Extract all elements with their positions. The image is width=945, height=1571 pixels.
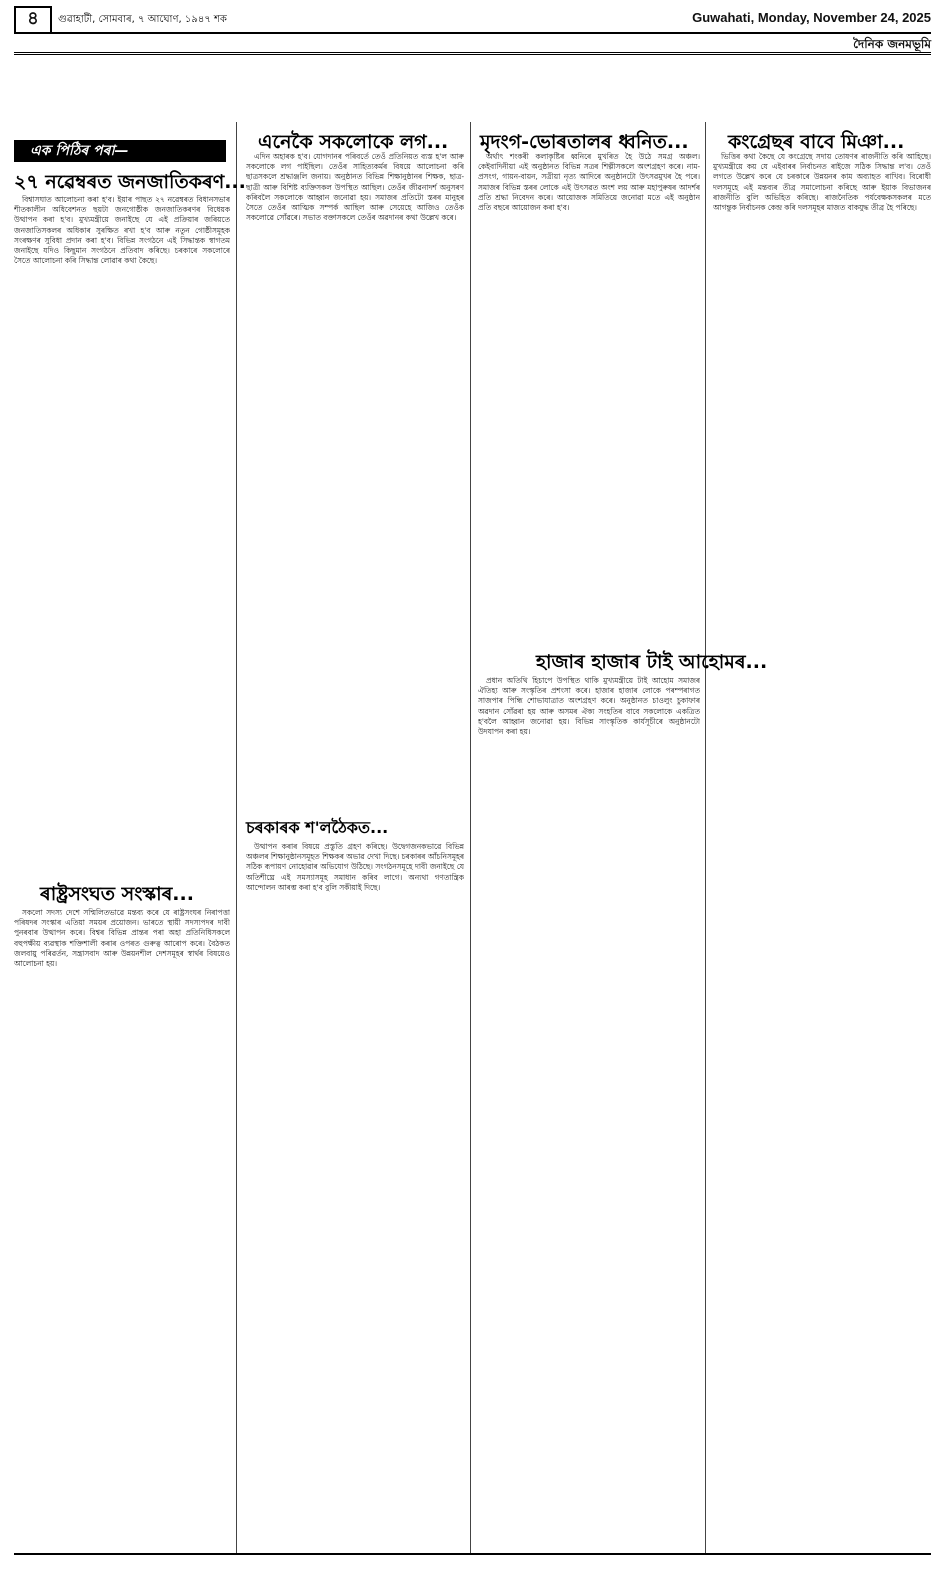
headline-sorkarok: চৰকাৰক শ'লঠৈকত... bbox=[246, 818, 389, 837]
column-divider bbox=[470, 122, 471, 1554]
header-rule bbox=[14, 52, 931, 55]
newspaper-name: দৈনিক জনমভূমি bbox=[853, 37, 931, 51]
article-enekoi-sokoloke bbox=[246, 152, 464, 806]
headline-tai-ahom: হাজাৰ হাজাৰ টাই আহোমৰ... bbox=[536, 651, 768, 673]
dateline-english: Guwahati, Monday, November 24, 2025 bbox=[692, 10, 931, 25]
article-rastrasangha bbox=[14, 908, 230, 1546]
section-banner: এক পিঠিৰ পৰা— bbox=[14, 140, 226, 162]
headline-janajatikaran: ২৭ নৱেম্বৰত জনজাতিকৰণ... bbox=[14, 171, 246, 193]
article-text: উত্থাপন কৰাৰ বিষয়ে প্ৰস্তুতি গ্ৰহণ কৰিছে। উদ্বেগজনকভাৱে বিভিন্ন অঞ্চলৰ শিক্ষানুষ্ঠানসমূহত শিক্ষকৰ অভাৱ দেখা দিছে। চৰকাৰৰ আঁচনিসমূহৰ সঠিক ৰূপায়ণ নোহোৱাৰ অভিযোগ উঠিছে। সংগঠনসমূহে দাবী জনাইছে যে অতিশীঘ্ৰে এই সমস্যাসমূহ সমাধান কৰিব লাগে। অন্যথা গণতান্ত্ৰিক আন্দোলন আৰম্ভ কৰা হ'ব বুলি সকীয়াই দিছে। bbox=[246, 842, 464, 892]
article-text: অৰ্থাৎ শংকৰী কলাকৃষ্টিৰ ধ্বনিৰে মুখৰিত হৈ উঠে সমগ্ৰ অঞ্চল। কেইবাদিনীয়া এই অনুষ্ঠানত বিভিন্ন সত্ৰৰ শিল্পীসকলে অংশগ্ৰহণ কৰে। নাম-প্ৰসংগ, গায়ন-বায়ন, সত্ৰীয়া নৃত্য আদিৰে অনুষ্ঠানটো উৎসৱমুখৰ হৈ পৰে। সমাজৰ বিভিন্ন স্তৰৰ লোকে এই উৎসৱত অংশ লয় আৰু মহাপুৰুষৰ আদৰ্শৰ প্ৰতি শ্ৰদ্ধা নিবেদন কৰে। আয়োজক সমিতিয়ে জনোৱা মতে এই অনুষ্ঠান প্ৰতি বছৰে আয়োজন কৰা হ'ব। bbox=[478, 152, 700, 213]
article-congress-mia bbox=[713, 152, 931, 1546]
column-divider bbox=[705, 122, 706, 1554]
article-text: এদিন অহাৰক হ'ব। যোগদানৰ পৰিবৰ্তে তেওঁ প্ৰতিনিয়ত ব্যস্ত হ'ল আৰু সকলোকে লগ পাইছিল। তেওঁৰ সাহিত্যকৰ্মৰ বিষয়ে আলোচনা কৰি ছাত্ৰসকলে শ্ৰদ্ধাঞ্জলি জনায়। অনুষ্ঠানত বিভিন্ন শিক্ষানুষ্ঠানৰ শিক্ষক, ছাত্ৰ-ছাত্ৰী আৰু বিশিষ্ট ব্যক্তিসকল উপস্থিত আছিল। তেওঁৰ জীৱনাদৰ্শ অনুসৰণ কৰিবলৈ সকলোকে আহ্বান জনোৱা হয়। সমাজৰ প্ৰতিটো স্তৰৰ মানুহৰ সৈতে তেওঁৰ আত্মিক সম্পৰ্ক আছিল আৰু সেয়েহে আজিও তেওঁক সকলোৱে সোঁৱৰে। সভাত বক্তাসকলে তেওঁৰ অৱদানৰ কথা উল্লেখ কৰে। bbox=[246, 152, 464, 223]
headline-mridanga: মৃদংগ-ভোৰতালৰ ধ্বনিত... bbox=[480, 131, 689, 153]
article-text: ভিত্তিৰ কথা কৈছে যে কংগ্ৰেছে সদায় তোষণৰ ৰাজনীতি কৰি আহিছে। মুখ্যমন্ত্ৰীয়ে কয় যে এইবাৰৰ নিৰ্বাচনত ৰাইজে সঠিক সিদ্ধান্ত ল'ব। তেওঁ লগতে উল্লেখ কৰে যে চৰকাৰে উন্নয়নৰ কাম অব্যাহত ৰাখিব। বিৰোধী দলসমূহে এই মন্তব্যৰ তীব্ৰ সমালোচনা কৰিছে আৰু ইয়াক বিভাজনৰ ৰাজনীতি বুলি অভিহিত কৰিছে। ৰাজনৈতিক পৰ্যবেক্ষকসকলৰ মতে আগন্তুক নিৰ্বাচনক কেন্দ্ৰ কৰি দলসমূহৰ মাজত বাকযুদ্ধ তীব্ৰ হৈ পৰিছে। bbox=[713, 152, 931, 213]
article-text: সকলো সদস্য দেশে সন্মিলিতভাৱে মন্তব্য কৰে যে ৰাষ্ট্ৰসংঘৰ নিৰাপত্তা পৰিষদৰ সংস্কাৰ এতিয়া সময়ৰ প্ৰয়োজন। ভাৰতে স্থায়ী সদস্যপদৰ দাবী পুনৰবাৰ উত্থাপন কৰে। বিশ্বৰ বিভিন্ন প্ৰান্তৰ পৰা অহা প্ৰতিনিধিসকলে বহুপক্ষীয় ব্যৱস্থাক শক্তিশালী কৰাৰ ওপৰত গুৰুত্ব আৰোপ কৰে। বৈঠকত জলবায়ু পৰিৱৰ্তন, সন্ত্ৰাসবাদ আৰু উন্নয়নশীল দেশসমূহৰ স্বাৰ্থৰ বিষয়েও আলোচনা হয়। bbox=[14, 908, 230, 969]
article-text: প্ৰধান অতিথি হিচাপে উপস্থিত থাকি মুখ্যমন্ত্ৰীয়ে টাই আহোম সমাজৰ ঐতিহ্য আৰু সংস্কৃতিৰ প্ৰশংসা কৰে। হাজাৰ হাজাৰ লোকে পৰম্পৰাগত সাজপাৰ পিন্ধি শোভাযাত্ৰাত অংশগ্ৰহণ কৰে। অনুষ্ঠানত চাওলুং চুকাফাৰ অৱদান সোঁৱৰা হয় আৰু অসমৰ ঐক্য সংহতিৰ বাবে সকলোকে একত্ৰিত হ'বলৈ আহ্বান জনোৱা হয়। বিভিন্ন সাংস্কৃতিক কাৰ্যসূচীৰে অনুষ্ঠানটো উদযাপন কৰা হয়। bbox=[478, 676, 700, 737]
article-tai-ahom bbox=[478, 676, 700, 1546]
headline-enekoi-sokoloke: এনেকৈ সকলোকে লগ... bbox=[258, 131, 449, 153]
article-sorkarok bbox=[246, 842, 464, 1546]
column-divider bbox=[236, 122, 237, 1554]
page-number: ৪ bbox=[14, 6, 52, 34]
article-mridanga bbox=[478, 152, 700, 636]
headline-rastrasangha: ৰাষ্ট্ৰসংঘত সংস্কাৰ... bbox=[40, 883, 194, 905]
article-text: বিশ্বাসঘাত আলোচনা কৰা হ'ব। ইয়াৰ পাছত ২৭ নৱেম্বৰত বিধানসভাৰ শীতকালীন অধিবেশনত ছয়টা জনগোষ্ঠীক জনজাতিকৰণৰ বিধেয়ক উত্থাপন কৰা হ'ব। মুখ্যমন্ত্ৰীয়ে জনাইছে যে এই প্ৰক্ৰিয়াৰ জৰিয়তে জনজাতিসকলৰ অধিকাৰ সুৰক্ষিত ৰখা হ'ব আৰু নতুন গোষ্ঠীসমূহক সংৰক্ষণৰ সুবিধা প্ৰদান কৰা হ'ব। বিভিন্ন সংগঠনে এই সিদ্ধান্তক স্বাগতম জনাইছে যদিও কিছুমান সংগঠনে প্ৰতিবাদ কৰিছে। চৰকাৰে সকলোৰে সৈতে আলোচনা কৰি সিদ্ধান্ত লোৱাৰ কথা কৈছে। bbox=[14, 195, 230, 266]
headline-congress-mia: কংগ্ৰেছৰ বাবে মিঞা... bbox=[728, 131, 905, 153]
article-janajatikaran bbox=[14, 195, 230, 867]
dateline-assamese: গুৱাহাটী, সোমবাৰ, ৭ আঘোণ, ১৯৪৭ শক bbox=[58, 14, 227, 25]
footer-rule bbox=[14, 1553, 931, 1555]
page-header bbox=[14, 6, 931, 34]
